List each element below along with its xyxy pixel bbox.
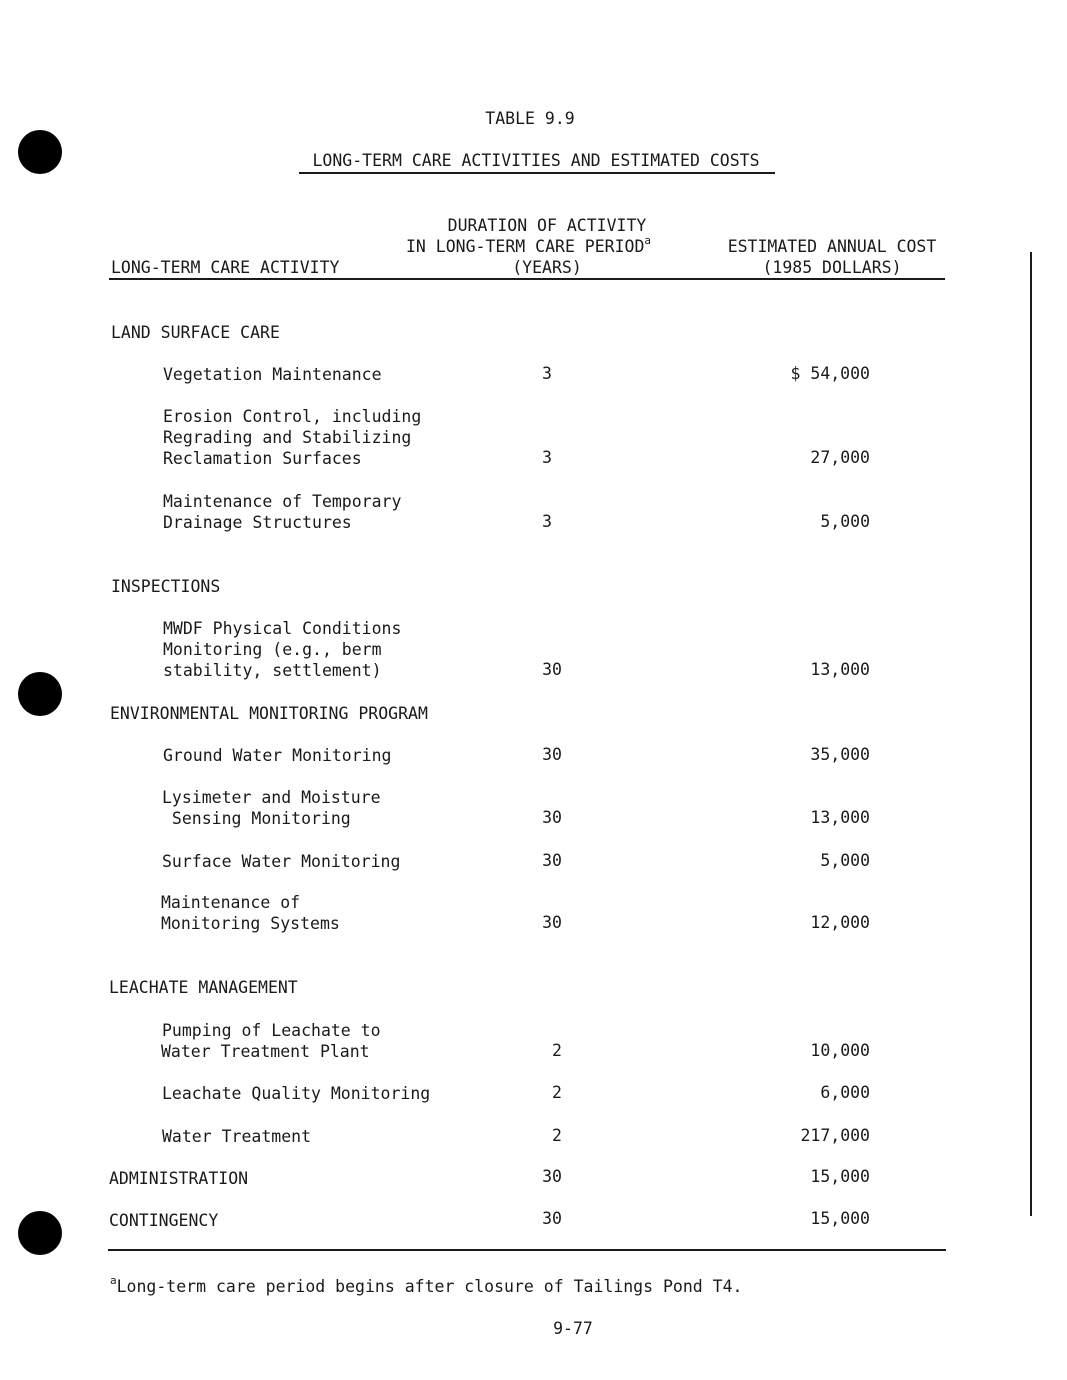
activity-label: Water Treatment: [162, 1127, 312, 1146]
activity-label: Erosion Control, including: [163, 407, 422, 426]
revision-bar: [1030, 252, 1032, 1216]
table-number: TABLE 9.9: [485, 109, 575, 128]
duration-value: 30: [542, 745, 562, 764]
activity-label: Regrading and Stabilizing: [163, 428, 412, 447]
section-heading: INSPECTIONS: [111, 577, 221, 596]
duration-value: 30: [542, 913, 562, 932]
cost-value: 10,000: [810, 1041, 870, 1060]
duration-value: 30: [542, 660, 562, 679]
duration-value: 2: [552, 1126, 562, 1145]
activity-label: Sensing Monitoring: [162, 809, 351, 828]
activity-label: MWDF Physical Conditions: [163, 619, 402, 638]
cost-value: 13,000: [810, 660, 870, 679]
cost-value: 217,000: [800, 1126, 870, 1145]
header-duration-line2: IN LONG-TERM CARE PERIOD$^a$: [406, 234, 652, 256]
activity-label: CONTINGENCY: [109, 1211, 219, 1230]
duration-value: 3: [542, 364, 552, 383]
cost-value: 12,000: [810, 913, 870, 932]
cost-value: 5,000: [820, 851, 870, 870]
activity-label: Reclamation Surfaces: [163, 449, 362, 468]
duration-value: 30: [542, 808, 562, 827]
section-heading: ENVIRONMENTAL MONITORING PROGRAM: [110, 704, 428, 723]
activity-label: Water Treatment Plant: [161, 1042, 370, 1061]
binder-hole-middle: [18, 672, 62, 716]
cost-value: 6,000: [820, 1083, 870, 1102]
activity-label: Ground Water Monitoring: [163, 746, 392, 765]
cost-value: 5,000: [820, 512, 870, 531]
header-cost-line1: ESTIMATED ANNUAL COST: [727, 237, 937, 256]
page-number: 9-77: [553, 1319, 593, 1338]
header-cost-line2: (1985 DOLLARS): [762, 258, 902, 277]
duration-value: 30: [542, 851, 562, 870]
activity-label: Maintenance of Temporary: [163, 492, 402, 511]
footnote-marker-header: a: [644, 234, 652, 247]
activity-label: Vegetation Maintenance: [163, 365, 382, 384]
cost-value: 15,000: [810, 1209, 870, 1228]
activity-label: Surface Water Monitoring: [162, 852, 401, 871]
header-activity: LONG-TERM CARE ACTIVITY: [111, 258, 340, 277]
header-duration-line3: (YEARS): [512, 258, 582, 277]
activity-label: Maintenance of: [161, 893, 301, 912]
header-duration-line1: DURATION OF ACTIVITY: [447, 216, 647, 235]
activity-label: stability, settlement): [163, 661, 382, 680]
table-bottom-rule: [108, 1249, 946, 1251]
duration-value: 3: [542, 512, 552, 531]
activity-label: Leachate Quality Monitoring: [162, 1084, 431, 1103]
section-heading: LEACHATE MANAGEMENT: [109, 978, 298, 997]
footnote: $^a$Long-term care period begins after closure of Tailings Pond T4.: [110, 1274, 743, 1296]
duration-value: 3: [542, 448, 552, 467]
duration-value: 2: [552, 1083, 562, 1102]
binder-hole-top: [18, 130, 62, 174]
activity-label: Lysimeter and Moisture: [162, 788, 381, 807]
activity-label: Monitoring Systems: [161, 914, 340, 933]
activity-label: Monitoring (e.g., berm: [163, 640, 382, 659]
cost-value: 15,000: [810, 1167, 870, 1186]
cost-value: 13,000: [810, 808, 870, 827]
cost-value: 27,000: [810, 448, 870, 467]
header-rule: [109, 278, 945, 280]
activity-label: Pumping of Leachate to: [162, 1021, 381, 1040]
duration-value: 30: [542, 1209, 562, 1228]
duration-value: 30: [542, 1167, 562, 1186]
section-heading: LAND SURFACE CARE: [111, 323, 280, 342]
footnote-marker: a: [110, 1274, 117, 1287]
table-title-underline: [299, 172, 775, 174]
activity-label: Drainage Structures: [163, 513, 352, 532]
binder-hole-bottom: [18, 1211, 62, 1255]
activity-label: ADMINISTRATION: [109, 1169, 249, 1188]
cost-value: $ 54,000: [790, 364, 870, 383]
cost-value: 35,000: [810, 745, 870, 764]
duration-value: 2: [552, 1041, 562, 1060]
table-title: LONG-TERM CARE ACTIVITIES AND ESTIMATED COSTS: [312, 151, 760, 170]
